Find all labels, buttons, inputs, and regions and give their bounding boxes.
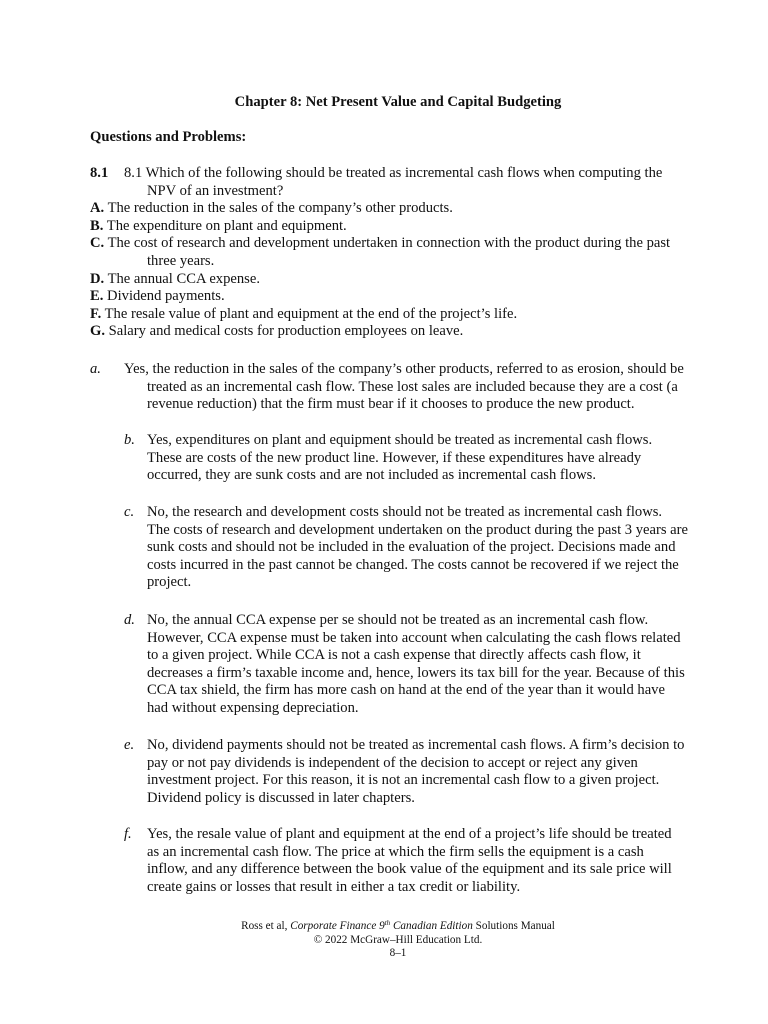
- option-letter: G.: [90, 323, 105, 340]
- answer-line: revenue reduction) that the firm must bear if it chooses to produce the new product.: [147, 396, 635, 413]
- answer-line: decreases a firm’s taxable income and, hence, lowers its tax bill for the year. Because of this: [147, 664, 685, 681]
- answer-e: [124, 737, 694, 807]
- footer-copyright: © 2022 McGraw–Hill Education Ltd.: [313, 933, 483, 946]
- answer-line: No, dividend payments should not be treated as incremental cash flows. A firm’s decision to: [147, 737, 685, 753]
- answer-line: Yes, expenditures on plant and equipment should be treated as incremental cash flows.: [147, 432, 653, 448]
- answer-line: inflow, and any difference between the book value of the equipment and its sale price will: [147, 861, 672, 878]
- answer-line: Dividend policy is discussed in later chapters.: [147, 789, 415, 806]
- answer-line: investment project. For this reason, it is not an incremental cash flow to a given project.: [147, 772, 660, 789]
- answer-letter: f.: [124, 826, 132, 842]
- option-letter: B.: [90, 217, 104, 234]
- footer-edition: Canadian Edition: [390, 920, 473, 932]
- option-text: The resale value of plant and equipment at the end of the project’s life.: [104, 305, 518, 322]
- page-number: 8–1: [389, 947, 407, 960]
- answer-letter: c.: [124, 504, 135, 520]
- option-letter: E.: [90, 288, 104, 305]
- footer-superscript: th: [384, 919, 391, 927]
- answer-d: [124, 612, 694, 718]
- answer-line: Yes, the reduction in the sales of the company’s other products, referred to as erosion, should be: [124, 361, 684, 377]
- answer-letter: d.: [124, 612, 135, 628]
- option-text: Dividend payments.: [107, 288, 225, 305]
- answer-line: However, CCA expense must be taken into account when calculating the cash flows related: [147, 629, 681, 646]
- answer-line: The costs of research and development undertaken on the product during the past 3 years are: [147, 521, 688, 538]
- question-block: [90, 165, 710, 341]
- option-c-continuation: three years.: [147, 252, 215, 269]
- option-g: [90, 323, 710, 341]
- answer-line: create gains or losses that result in either a tax credit or liability.: [147, 878, 521, 895]
- option-c: [90, 235, 710, 253]
- option-d: [90, 271, 710, 289]
- question-text-line2: NPV of an investment?: [147, 182, 284, 199]
- answer-line: No, the research and development costs should not be treated as incremental cash flows.: [147, 504, 663, 520]
- answer-line: treated as an incremental cash flow. These lost sales are included because they are a cost (a: [147, 378, 678, 395]
- answer-line: to a given project. While CCA is not a cash expense that directly affects cash flow, it: [147, 647, 641, 664]
- footer-citation: [0, 917, 768, 934]
- option-f: [90, 306, 710, 324]
- option-text: Salary and medical costs for production employees on leave.: [108, 323, 464, 340]
- answer-letter: e.: [124, 737, 135, 753]
- page-footer: [0, 917, 768, 961]
- option-letter: C.: [90, 235, 105, 252]
- answer-line: occurred, they are sunk costs and are not included as incremental cash flows.: [147, 467, 597, 484]
- footer-book-title: Corporate Finance 9: [290, 920, 385, 932]
- footer-suffix: Solutions Manual: [472, 920, 555, 932]
- option-letter: A.: [90, 200, 105, 217]
- answer-line: These are costs of the new product line. However, if these expenditures have already: [147, 449, 642, 466]
- answer-c: [124, 504, 694, 592]
- answer-line: sunk costs and should not be included in the evaluation of the project. Decisions made and: [147, 539, 676, 556]
- option-text: The reduction in the sales of the company’s other products.: [107, 200, 453, 217]
- answer-line: CCA tax shield, the firm has more cash on hand at the end of the year than it would have: [147, 682, 665, 699]
- page-title: Chapter 8: Net Present Value and Capital Budgeting: [234, 94, 562, 110]
- answer-line: had without expensing depreciation.: [147, 699, 359, 716]
- option-text: The annual CCA expense.: [107, 270, 260, 287]
- answer-line: as an incremental cash flow. The price at which the firm sells the equipment is a cash: [147, 843, 644, 860]
- answer-line: project.: [147, 574, 192, 591]
- question-number: 8.1: [90, 165, 109, 181]
- answer-a: [90, 361, 710, 414]
- option-e: [90, 288, 710, 306]
- option-text: The expenditure on plant and equipment.: [106, 217, 347, 234]
- footer-prefix: Ross et al,: [241, 920, 291, 932]
- answer-line: costs incurred in the past cannot be changed. The costs cannot be recovered if we reject the: [147, 556, 679, 573]
- answer-line: No, the annual CCA expense per se should not be treated as an incremental cash flow.: [147, 612, 649, 628]
- option-letter: F.: [90, 305, 102, 322]
- option-letter: D.: [90, 270, 105, 287]
- answer-letter: a.: [90, 361, 101, 377]
- option-text: The cost of research and development undertaken in connection with the product during the past: [107, 235, 671, 252]
- question-text-line1: 8.1 Which of the following should be treated as incremental cash flows when computing the: [124, 165, 663, 181]
- option-b: [90, 218, 710, 236]
- option-a: [90, 200, 710, 218]
- answer-b: [124, 432, 694, 485]
- question-prompt: [90, 165, 710, 200]
- answer-line: pay or not pay dividends is independent of the decision to accept or reject any given: [147, 754, 638, 771]
- answer-line: Yes, the resale value of plant and equipment at the end of a project’s life should be treated: [147, 826, 672, 842]
- answer-f: [124, 826, 694, 896]
- section-heading: Questions and Problems:: [90, 129, 247, 145]
- answer-letter: b.: [124, 432, 135, 448]
